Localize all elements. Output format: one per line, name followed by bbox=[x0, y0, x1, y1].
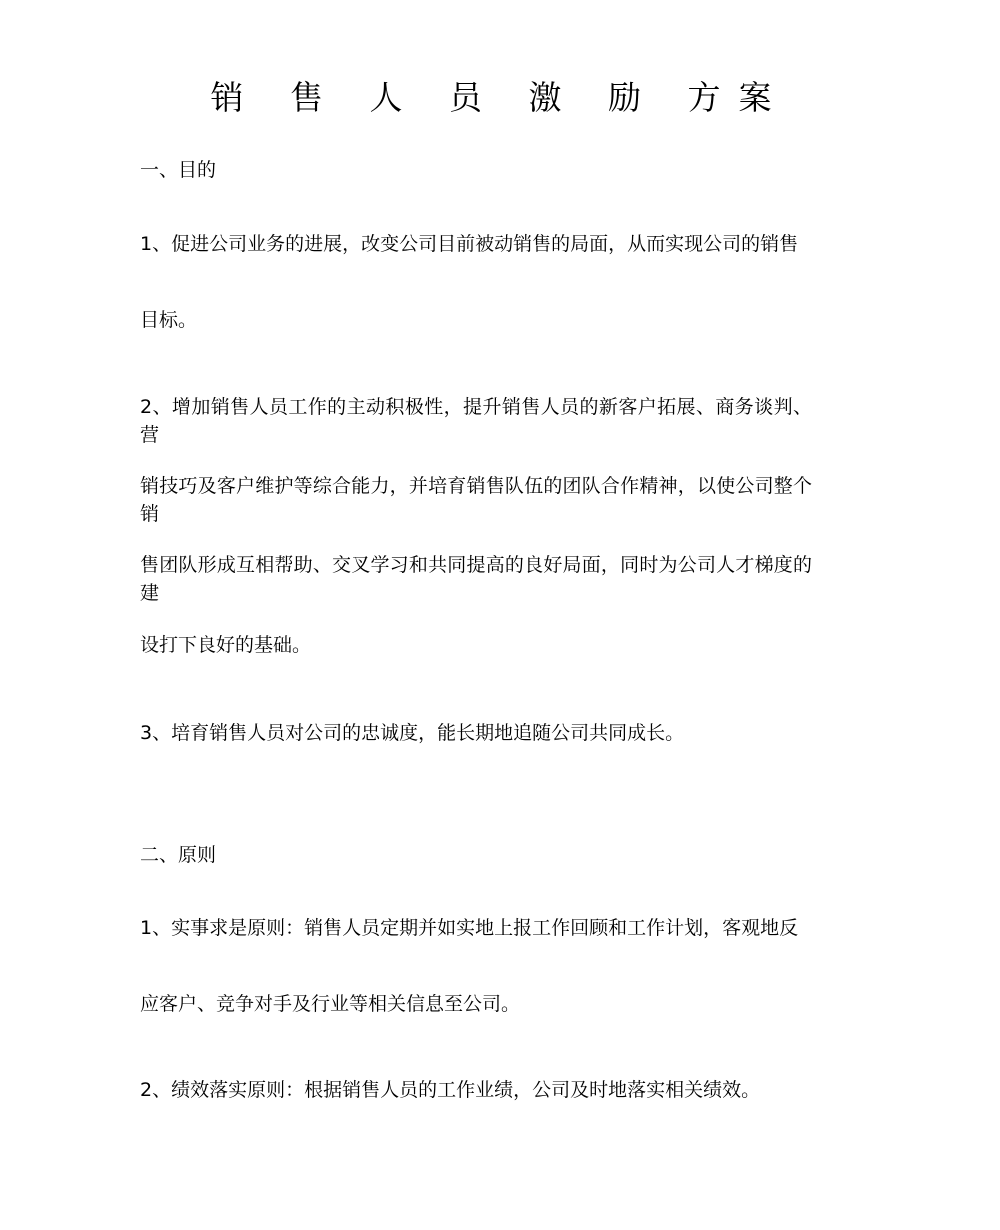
paragraph-line: 应客户、竞争对手及行业等相关信息至公司。 bbox=[140, 993, 521, 1015]
paragraph-line: 1、实事求是原则：销售人员定期并如实地上报工作回顾和工作计划，客观地反 bbox=[140, 917, 799, 939]
document-title: 销 售 人 员 激 励 方案 bbox=[210, 78, 790, 117]
paragraph-line: 2、绩效落实原则：根据销售人员的工作业绩，公司及时地落实相关绩效。 bbox=[140, 1079, 761, 1101]
paragraph-line: 3、培育销售人员对公司的忠诚度，能长期地追随公司共同成长。 bbox=[140, 722, 685, 744]
paragraph-line: 设打下良好的基础。 bbox=[140, 634, 312, 656]
paragraph-line: 1、促进公司业务的进展，改变公司目前被动销售的局面，从而实现公司的销售 bbox=[140, 233, 799, 255]
paragraph-line: 2、增加销售人员工作的主动积极性，提升销售人员的新客户拓展、商务谈判、营 bbox=[140, 396, 812, 446]
paragraph-line: 目标。 bbox=[140, 309, 198, 331]
paragraph-line: 销技巧及客户维护等综合能力，并培育销售队伍的团队合作精神，以使公司整个销 bbox=[140, 475, 812, 525]
paragraph-line: 售团队形成互相帮助、交叉学习和共同提高的良好局面，同时为公司人才梯度的建 bbox=[140, 554, 812, 604]
section-heading-principles: 二、原则 bbox=[140, 844, 217, 866]
section-heading-purpose: 一、目的 bbox=[140, 159, 217, 181]
